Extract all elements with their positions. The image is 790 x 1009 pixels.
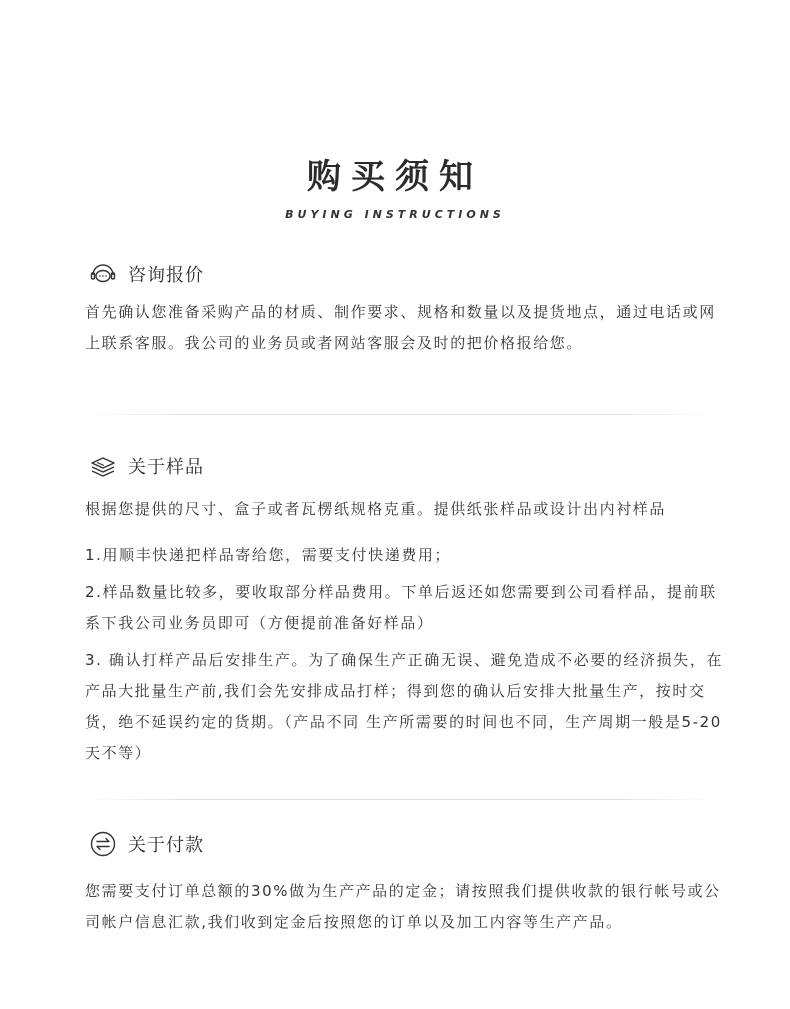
- page-title: 购买须知: [307, 157, 483, 197]
- section-samples-label: 关于样品: [128, 457, 204, 478]
- section-payment-label: 关于付款: [128, 835, 204, 856]
- section-inquiry-text: 首先确认您准备采购产品的材质、制作要求、规格和数量以及提货地点，通过电话或网上联系客服。我公司的业务员或者网站客服会及时的把价格报给您。: [85, 303, 716, 352]
- divider: [85, 799, 715, 800]
- section-samples-heading: [88, 451, 204, 481]
- stacked-layers-icon: [88, 451, 118, 481]
- section-samples-item-3: 3. 确认打样产品后安排生产。为了确保生产正确无误、避免造成不必要的经济损失，在产品大批量生产前,我们会先安排成品打样；得到您的确认后安排大批量生产，按时交货，绝不延误约定的货期。（产品不同 生产所需要的时间也不同，生产周期一般是5-20天不等）: [85, 651, 724, 762]
- section-samples-item-2: 2.样品数量比较多，要收取部分样品费用。下单后返还如您需要到公司看样品，提前联系下我公司业务员即可（方便提前准备好样品）: [85, 583, 717, 632]
- section-payment-text: 您需要支付订单总额的30%做为生产产品的定金；请按照我们提供收款的银行帐号或公司帐户信息汇款,我们收到定金后按照您的订单以及加工内容等生产产品。: [85, 882, 721, 931]
- section-inquiry-heading: [88, 259, 204, 289]
- section-payment-heading: [88, 829, 204, 859]
- section-samples-intro: 根据您提供的尺寸、盒子或者瓦楞纸规格克重。提供纸张样品或设计出内衬样品: [85, 500, 667, 518]
- page-subtitle: BUYING INSTRUCTIONS: [285, 208, 505, 221]
- headset-chat-icon: [88, 259, 118, 289]
- exchange-arrows-icon: [88, 829, 118, 859]
- section-inquiry-label: 咨询报价: [128, 265, 204, 286]
- divider: [85, 414, 715, 415]
- section-samples-item-1: 1.用顺丰快递把样品寄给您，需要支付快递费用；: [85, 546, 452, 564]
